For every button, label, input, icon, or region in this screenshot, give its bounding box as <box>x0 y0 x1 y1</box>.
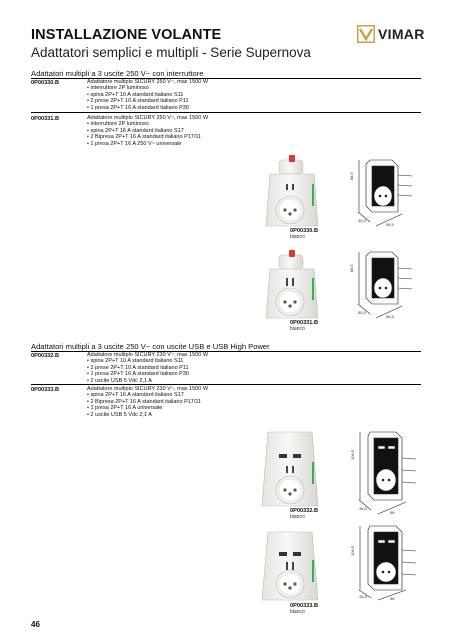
desc-line: • spina 2P+T 10 A standard italiano S11 <box>87 358 184 365</box>
section-heading-text: Adattatori multipli a 3 uscite 250 V~ con interruttore <box>31 69 204 78</box>
led-icon <box>312 184 314 206</box>
product-photo-0P00331 <box>266 250 318 318</box>
dimension-drawing-0P00332 <box>359 432 416 514</box>
dim-depth: 45,5 <box>359 506 367 511</box>
dimension-drawing-0P00333 <box>359 526 416 600</box>
page-title: INSTALLAZIONE VOLANTE <box>31 27 222 43</box>
product-photo-0P00333 <box>262 532 318 600</box>
desc-line: • 1 presa 2P+T 16 A standard italiano P30 <box>87 104 189 111</box>
page-number: 46 <box>31 620 40 629</box>
usb-port-icon <box>279 454 287 458</box>
switch-button-icon <box>289 250 295 257</box>
desc-line: Adattatore multiplo SICURY 250 V~, max 1500 W <box>87 79 209 85</box>
switch-button-icon <box>289 155 295 162</box>
brand-name: VIMAR <box>378 26 425 42</box>
product-caption <box>290 603 318 615</box>
desc-line: Adattatore multiplo SICURY 230 V~, max 1500 W <box>87 352 209 358</box>
dim-width: 56,5 <box>386 222 394 227</box>
product-photo-0P00332 <box>262 432 318 506</box>
caption-color: bianco <box>290 234 305 240</box>
desc-line: • 1 presa 2P+T 16 A universale <box>87 405 163 412</box>
caption-code: 0P00333.B <box>290 603 318 609</box>
desc-line: • 2 Bipresa 2P+T 16 A standard italiano P17/11 <box>87 398 202 405</box>
desc-line: • 2 Bipresa 2P+T 16 A standard italiano P17/11 <box>87 134 202 141</box>
dim-depth: 45,5 <box>358 218 366 223</box>
desc-line: Adattatore multiplo SICURY 250 V~, max 1500 W <box>87 115 209 121</box>
usb-port-icon <box>279 552 287 556</box>
desc-line: • 2 prese 2P+T 10 A standard italiano P11 <box>87 364 189 371</box>
page-subtitle: Adattatori semplici e multipli - Serie Supernova <box>31 45 311 60</box>
product-code: 0P00332.B <box>31 353 59 359</box>
dim-width: 58 <box>390 510 395 515</box>
caption-color: bianco <box>290 326 305 332</box>
dimension-drawing-0P00330 <box>358 160 412 226</box>
product-code: 0P00331.B <box>31 116 59 122</box>
dim-depth: 45,5 <box>358 310 366 315</box>
caption-code: 0P00330.B <box>290 228 318 234</box>
desc-line: • 2 uscite USB 5 Vdc 2,1 A <box>87 377 152 384</box>
desc-line: • 2 uscite USB 5 Vdc 2,1 A <box>87 411 152 418</box>
desc-line: • 1 presa 2P+T 16 A standard italiano P30 <box>87 371 189 378</box>
desc-line: • 2 prese 2P+T 10 A standard italiano P11 <box>87 98 189 105</box>
caption-code: 0P00331.B <box>290 320 318 326</box>
desc-line: • spina 2P+T 16 A standard italiano S17 <box>87 392 184 399</box>
led-icon <box>312 462 314 484</box>
product-caption <box>290 508 318 520</box>
dim-depth: 45,5 <box>359 594 367 599</box>
dim-height: 88,5 <box>349 172 354 180</box>
dimension-drawing-0P00331 <box>358 252 412 318</box>
product-caption <box>290 228 318 240</box>
product-caption <box>290 320 318 332</box>
caption-color: bianco <box>290 514 305 520</box>
dim-height: 108,5 <box>350 545 355 556</box>
usb-port-icon <box>293 454 301 458</box>
product-photo-0P00330 <box>266 155 318 226</box>
section-heading-text: Adattatori multipli a 3 uscite 250 V~ con uscite USB e USB High Power <box>31 342 270 351</box>
usb-port-icon <box>293 552 301 556</box>
desc-line: • spina 2P+T 10 A standard italiano S11 <box>87 91 184 98</box>
desc-line: • interruttore 2P luminoso <box>87 85 149 92</box>
product-code: 0P00333.B <box>31 387 59 393</box>
desc-line: Adattatore multiplo SICURY 230 V~, max 1500 W <box>87 386 209 392</box>
dim-width: 56,5 <box>386 314 394 319</box>
led-icon <box>312 560 314 582</box>
desc-line: • 1 presa 2P+T 16 A 250 V~ universale <box>87 140 182 147</box>
desc-line: • spina 2P+T 16 A standard italiano S17 <box>87 127 184 134</box>
caption-color: bianco <box>290 609 305 615</box>
dim-height: 88,5 <box>349 264 354 272</box>
product-code: 0P00330.B <box>31 80 59 86</box>
desc-line: • interruttore 2P luminoso <box>87 121 149 128</box>
led-icon <box>312 278 314 300</box>
dim-height: 108,5 <box>350 449 355 460</box>
caption-code: 0P00332.B <box>290 508 318 514</box>
dim-width: 58 <box>390 596 395 601</box>
